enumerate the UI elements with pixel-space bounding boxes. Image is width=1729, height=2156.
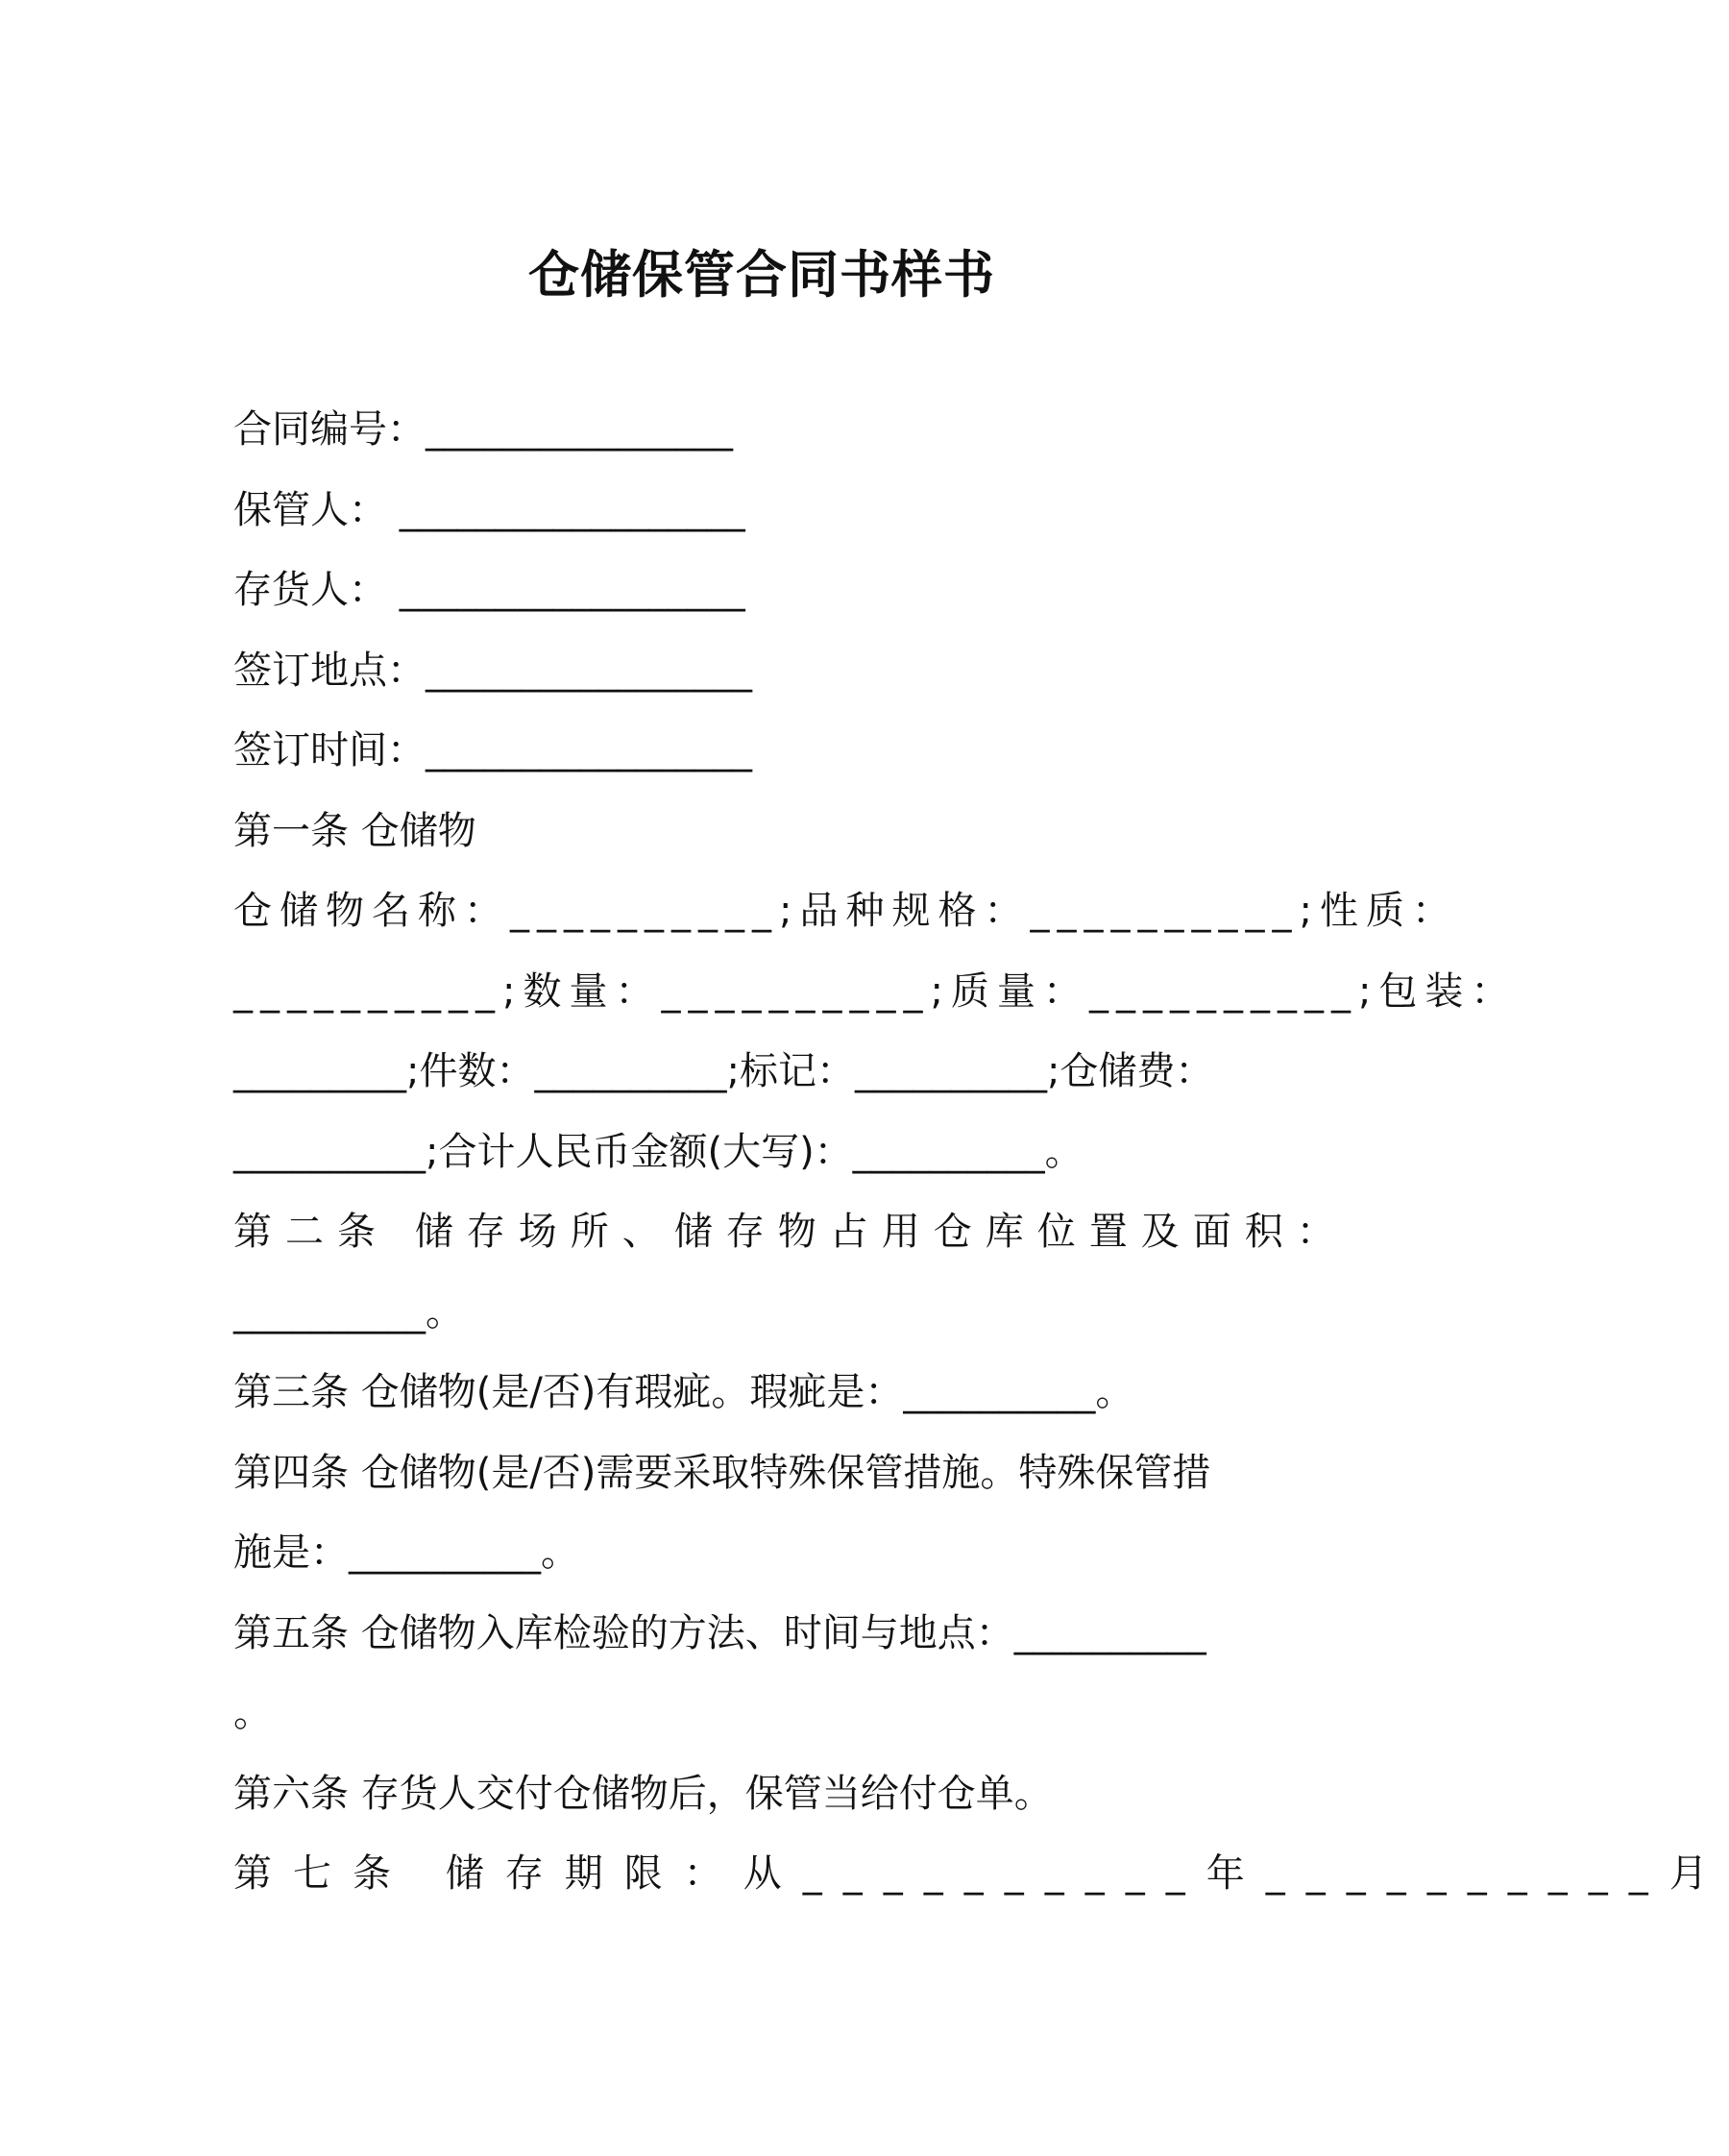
article-6: 第六条 存货人交付仓储物后，保管当给付仓单。 xyxy=(233,1771,1053,1816)
document-title: 仓储保管合同书样书 xyxy=(528,246,995,305)
article-2-line-2: __________。 xyxy=(233,1289,464,1335)
article-4-line-1: 第四条 仓储物(是/否)需要采取特殊保管措施。特殊保管措 xyxy=(233,1450,1211,1495)
custodian-line: 保管人： __________________ xyxy=(233,487,745,532)
signing-place-line: 签订地点：_________________ xyxy=(233,648,752,693)
article-5-line-1: 第五条 仓储物入库检验的方法、时间与地点：__________ xyxy=(233,1610,1206,1655)
article-1-heading: 第一条 仓储物 xyxy=(233,808,476,853)
document-body xyxy=(233,390,1729,1915)
article-3: 第三条 仓储物(是/否)有瑕疵。瑕疵是：__________。 xyxy=(233,1370,1134,1414)
article-7-line-1: 第七条 储存期限：从__________年__________月 xyxy=(233,1851,1729,1896)
article-2-line-1: 第二条 储存场所、储存物占用仓库位置及面积： xyxy=(233,1210,1349,1254)
article-1-line-1: 仓储物名称：__________;品种规格：__________;性质： xyxy=(233,889,1458,933)
article-5-line-2: 。 xyxy=(233,1691,272,1735)
article-4-line-2: 施是：__________。 xyxy=(233,1531,579,1575)
article-1-line-2: __________;数量：__________;质量：__________;包装： xyxy=(233,968,1518,1014)
article-1-line-3: _________;件数：__________;标记：__________;仓储费： xyxy=(233,1049,1214,1093)
contract-number-line: 合同编号：________________ xyxy=(233,407,733,452)
depositor-line: 存货人： __________________ xyxy=(233,568,745,612)
signing-time-line: 签订时间：_________________ xyxy=(233,728,752,772)
article-1-line-4: __________;合计人民币金额(大写)：__________。 xyxy=(233,1129,1084,1174)
